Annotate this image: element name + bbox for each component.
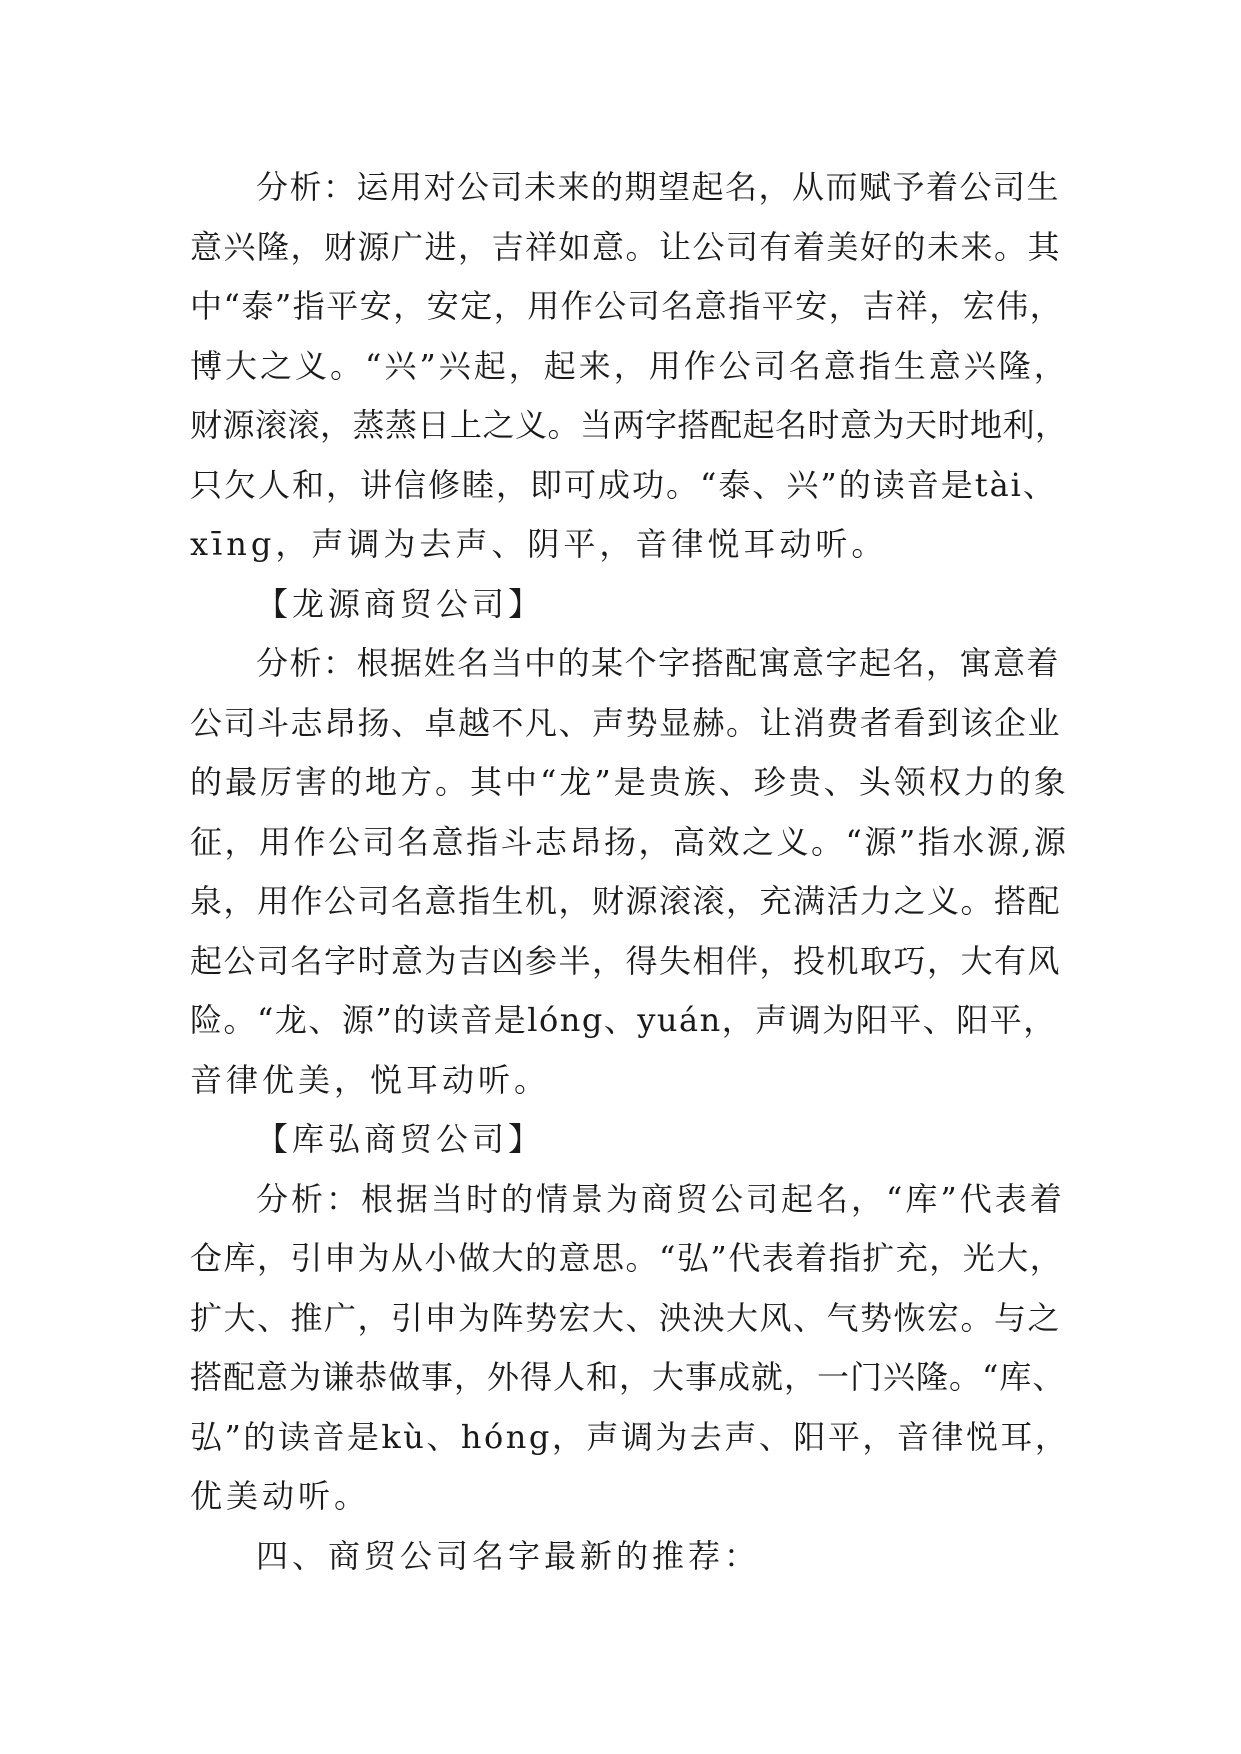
text-line: 音律优美，悦耳动听。 — [190, 1060, 551, 1099]
text-line: 【库弘商贸公司】 — [256, 1120, 545, 1158]
text-line: 优美动听。 — [190, 1477, 371, 1515]
text-line: 意兴隆，财源广进，吉祥如意。让公司有着美好的未来。其 — [190, 227, 1062, 266]
text-line: 的最厉害的地方。其中“龙”是贵族、珍贵、头领权力的象 — [190, 763, 1069, 801]
text-line: 分析：运用对公司未来的期望起名，从而赋予着公司生 — [256, 168, 1061, 206]
text-line: 起公司名字时意为吉凶参半，得失相伴，投机取巧，大有风 — [190, 941, 1062, 980]
text-line: 扩大、推广，引申为阵势宏大、泱泱大风、气势恢宏。与之 — [190, 1298, 1062, 1337]
text-line: 泉，用作公司名意指生机，财源滚滚，充满活力之义。搭配 — [190, 882, 1062, 920]
text-line: xīng，声调为去声、阴平，音律悦耳动听。 — [190, 525, 888, 563]
text-line: 弘”的读音是kù、hóng，声调为去声、阳平，音律悦耳， — [190, 1417, 1070, 1456]
text-line: 中“泰”指平安，安定，用作公司名意指平安，吉祥，宏伟， — [190, 287, 1064, 325]
text-line: 四、商贸公司名字最新的推荐： — [256, 1536, 761, 1575]
text-line: 【龙源商贸公司】 — [256, 584, 545, 623]
text-line: 公司斗志昂扬、卓越不凡、声势显赫。让消费者看到该企业 — [190, 703, 1062, 742]
text-line: 分析：根据当时的情景为商贸公司起名，“库”代表着 — [256, 1179, 1065, 1218]
text-line: 财源滚滚，蒸蒸日上之义。当两字搭配起名时意为天时地利， — [190, 406, 1068, 444]
text-line: 只欠人和，讲信修睦，即可成功。“泰、兴”的读音是tài、 — [190, 465, 1057, 504]
text-line: 搭配意为谦恭做事，外得人和，大事成就，一门兴隆。“库、 — [190, 1358, 1066, 1396]
text-line: 分析：根据姓名当中的某个字搭配寓意字起名，寓意着 — [256, 644, 1061, 682]
document-body — [190, 158, 1070, 1586]
text-line: 博大之义。“兴”兴起，起来，用作公司名意指生意兴隆， — [190, 346, 1069, 385]
text-line: 征，用作公司名意指斗志昂扬，高效之义。“源”指水源,源 — [190, 822, 1069, 861]
text-line: 仓库，引申为从小做大的意思。“弘”代表着指扩充，光大， — [190, 1239, 1064, 1277]
text-line: 险。“龙、源”的读音是lóng、yuán，声调为阳平、阳平， — [190, 1001, 1057, 1039]
